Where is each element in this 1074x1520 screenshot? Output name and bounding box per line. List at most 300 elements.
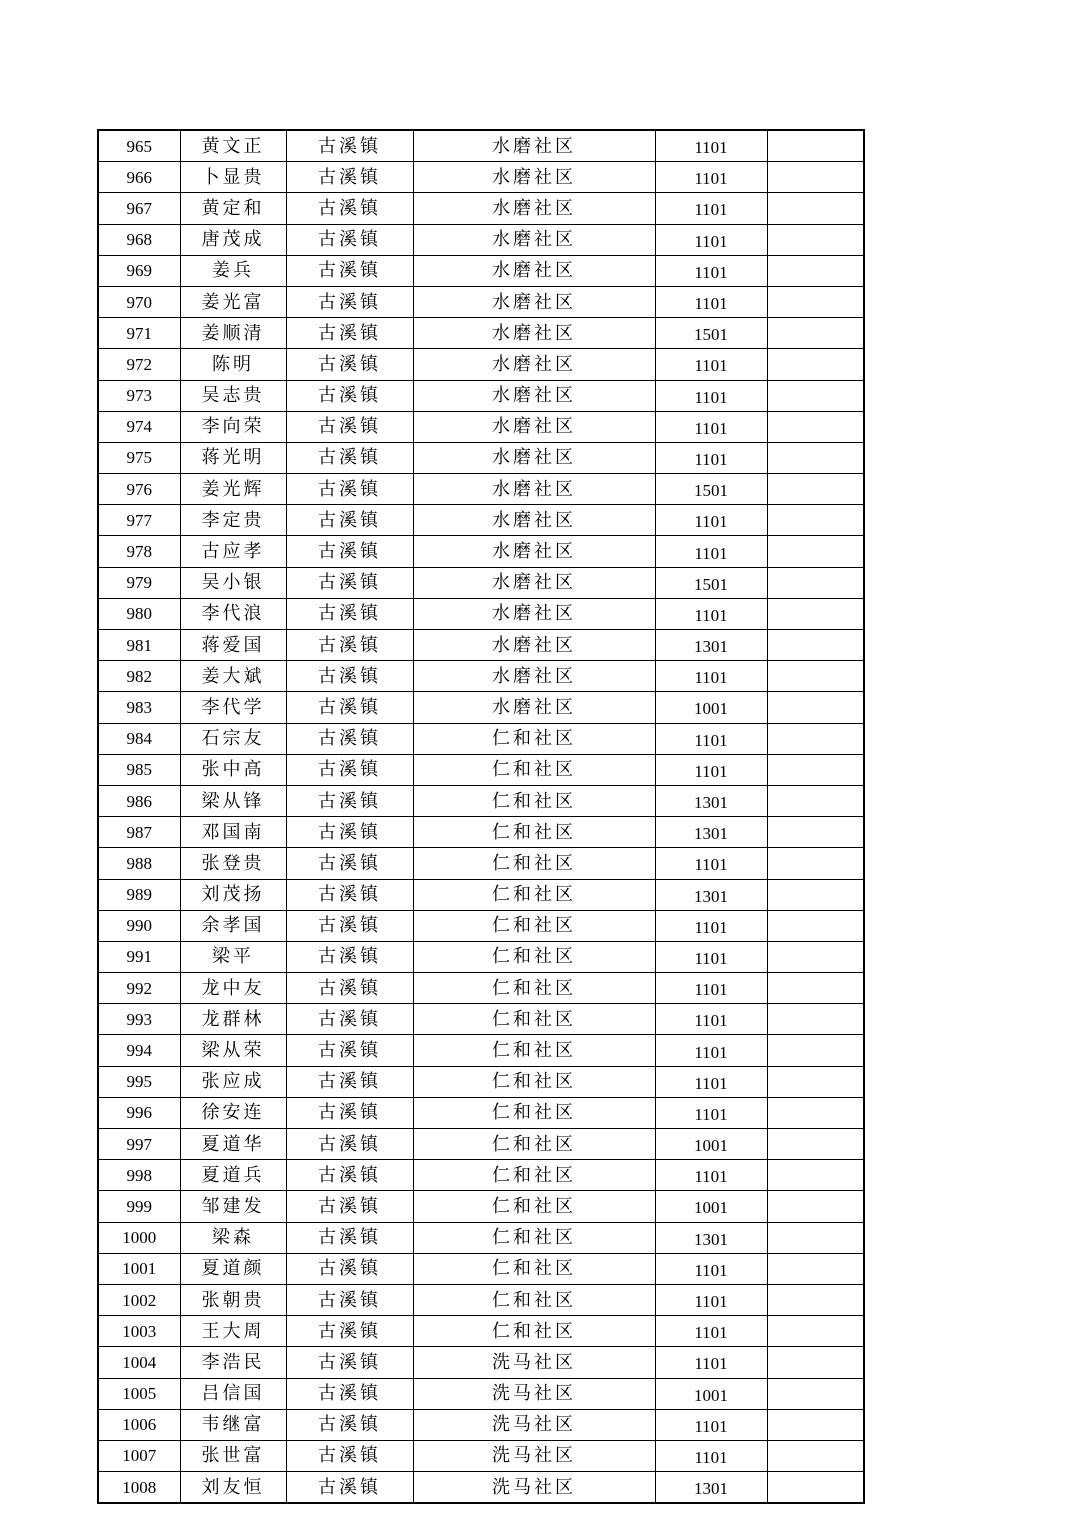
cell-community: 水磨社区 [413,505,655,536]
table-row [98,505,864,536]
cell-community: 水磨社区 [413,692,655,723]
cell-row-number: 996 [98,1097,180,1128]
cell-row-number: 978 [98,536,180,567]
cell-row-number: 973 [98,380,180,411]
cell-community: 仁和社区 [413,1035,655,1066]
cell-person-name: 姜光富 [180,286,286,317]
cell-person-name: 邹建发 [180,1191,286,1222]
cell-code: 1101 [655,286,767,317]
cell-person-name: 蒋光明 [180,442,286,473]
cell-person-name: 韦继富 [180,1409,286,1440]
cell-town: 古溪镇 [286,1378,413,1409]
cell-town: 古溪镇 [286,661,413,692]
cell-person-name: 姜光辉 [180,474,286,505]
cell-code: 1101 [655,1440,767,1471]
cell-person-name: 黄文正 [180,130,286,162]
cell-remark [767,848,864,879]
cell-row-number: 991 [98,941,180,972]
cell-town: 古溪镇 [286,1316,413,1347]
cell-code: 1101 [655,130,767,162]
table-row [98,661,864,692]
cell-town: 古溪镇 [286,255,413,286]
table-row [98,973,864,1004]
cell-row-number: 997 [98,1129,180,1160]
cell-remark [767,1004,864,1035]
cell-remark [767,474,864,505]
cell-remark [767,973,864,1004]
cell-row-number: 977 [98,505,180,536]
cell-remark [767,318,864,349]
cell-code: 1101 [655,1284,767,1315]
cell-town: 古溪镇 [286,193,413,224]
cell-code: 1101 [655,349,767,380]
cell-town: 古溪镇 [286,1347,413,1378]
cell-remark [767,1409,864,1440]
table-row [98,1284,864,1315]
table-row [98,1253,864,1284]
cell-town: 古溪镇 [286,1160,413,1191]
cell-remark [767,817,864,848]
cell-community: 水磨社区 [413,224,655,255]
cell-person-name: 姜顺清 [180,318,286,349]
cell-row-number: 975 [98,442,180,473]
cell-remark [767,1378,864,1409]
cell-code: 1101 [655,941,767,972]
cell-town: 古溪镇 [286,380,413,411]
cell-code: 1501 [655,474,767,505]
cell-remark [767,879,864,910]
cell-code: 1101 [655,1160,767,1191]
cell-row-number: 989 [98,879,180,910]
cell-row-number: 1005 [98,1378,180,1409]
cell-remark [767,1129,864,1160]
cell-code: 1101 [655,973,767,1004]
cell-row-number: 990 [98,910,180,941]
cell-row-number: 988 [98,848,180,879]
cell-row-number: 987 [98,817,180,848]
cell-row-number: 967 [98,193,180,224]
cell-code: 1301 [655,879,767,910]
table-row [98,630,864,661]
cell-row-number: 972 [98,349,180,380]
cell-town: 古溪镇 [286,349,413,380]
cell-row-number: 981 [98,630,180,661]
cell-code: 1301 [655,1222,767,1253]
cell-person-name: 余孝国 [180,910,286,941]
cell-person-name: 吕信国 [180,1378,286,1409]
cell-person-name: 陈明 [180,349,286,380]
cell-community: 水磨社区 [413,255,655,286]
cell-town: 古溪镇 [286,505,413,536]
cell-town: 古溪镇 [286,474,413,505]
cell-person-name: 邓国南 [180,817,286,848]
cell-code: 1101 [655,1409,767,1440]
cell-code: 1001 [655,1129,767,1160]
cell-row-number: 1006 [98,1409,180,1440]
cell-person-name: 夏道颜 [180,1253,286,1284]
cell-town: 古溪镇 [286,1253,413,1284]
cell-row-number: 1002 [98,1284,180,1315]
cell-person-name: 刘友恒 [180,1472,286,1504]
cell-code: 1101 [655,1316,767,1347]
cell-town: 古溪镇 [286,162,413,193]
cell-remark [767,193,864,224]
cell-remark [767,1472,864,1504]
cell-town: 古溪镇 [286,848,413,879]
cell-community: 仁和社区 [413,754,655,785]
cell-row-number: 983 [98,692,180,723]
cell-town: 古溪镇 [286,411,413,442]
cell-remark [767,380,864,411]
cell-person-name: 姜兵 [180,255,286,286]
cell-community: 洗马社区 [413,1472,655,1504]
cell-person-name: 李代浪 [180,598,286,629]
cell-community: 水磨社区 [413,380,655,411]
cell-person-name: 吴志贵 [180,380,286,411]
table-row [98,1066,864,1097]
cell-community: 仁和社区 [413,785,655,816]
cell-remark [767,661,864,692]
cell-town: 古溪镇 [286,1004,413,1035]
cell-town: 古溪镇 [286,1284,413,1315]
cell-person-name: 夏道兵 [180,1160,286,1191]
roster-table [97,129,865,1504]
cell-code: 1101 [655,255,767,286]
table-row [98,1160,864,1191]
cell-row-number: 980 [98,598,180,629]
cell-remark [767,411,864,442]
cell-community: 水磨社区 [413,630,655,661]
cell-person-name: 石宗友 [180,723,286,754]
table-row [98,1378,864,1409]
cell-remark [767,785,864,816]
cell-person-name: 李定贵 [180,505,286,536]
cell-town: 古溪镇 [286,973,413,1004]
cell-person-name: 梁从锋 [180,785,286,816]
cell-row-number: 986 [98,785,180,816]
table-row [98,879,864,910]
cell-town: 古溪镇 [286,1035,413,1066]
cell-code: 1101 [655,380,767,411]
cell-code: 1101 [655,193,767,224]
cell-community: 仁和社区 [413,973,655,1004]
table-row [98,349,864,380]
table-row [98,598,864,629]
cell-community: 水磨社区 [413,130,655,162]
cell-row-number: 982 [98,661,180,692]
cell-community: 水磨社区 [413,193,655,224]
table-row [98,754,864,785]
cell-community: 水磨社区 [413,661,655,692]
cell-remark [767,224,864,255]
cell-town: 古溪镇 [286,692,413,723]
cell-person-name: 刘茂扬 [180,879,286,910]
cell-row-number: 1007 [98,1440,180,1471]
cell-remark [767,1160,864,1191]
table-row [98,723,864,754]
cell-person-name: 龙群林 [180,1004,286,1035]
cell-row-number: 976 [98,474,180,505]
cell-remark [767,536,864,567]
cell-code: 1101 [655,1097,767,1128]
cell-person-name: 夏道华 [180,1129,286,1160]
cell-person-name: 唐茂成 [180,224,286,255]
cell-remark [767,1035,864,1066]
table-row [98,817,864,848]
table-row [98,785,864,816]
cell-code: 1501 [655,318,767,349]
cell-community: 水磨社区 [413,318,655,349]
cell-community: 仁和社区 [413,1129,655,1160]
table-row [98,692,864,723]
cell-row-number: 1004 [98,1347,180,1378]
cell-row-number: 998 [98,1160,180,1191]
cell-code: 1101 [655,1066,767,1097]
cell-town: 古溪镇 [286,754,413,785]
cell-community: 仁和社区 [413,1253,655,1284]
cell-town: 古溪镇 [286,910,413,941]
cell-community: 水磨社区 [413,162,655,193]
cell-community: 水磨社区 [413,536,655,567]
cell-person-name: 梁森 [180,1222,286,1253]
cell-town: 古溪镇 [286,130,413,162]
cell-remark [767,1253,864,1284]
cell-row-number: 966 [98,162,180,193]
cell-row-number: 974 [98,411,180,442]
cell-code: 1101 [655,442,767,473]
cell-community: 洗马社区 [413,1409,655,1440]
cell-town: 古溪镇 [286,1409,413,1440]
cell-community: 仁和社区 [413,941,655,972]
cell-community: 仁和社区 [413,1097,655,1128]
cell-community: 仁和社区 [413,817,655,848]
cell-row-number: 994 [98,1035,180,1066]
cell-town: 古溪镇 [286,224,413,255]
table-row [98,411,864,442]
cell-town: 古溪镇 [286,1191,413,1222]
cell-code: 1101 [655,224,767,255]
cell-remark [767,1284,864,1315]
cell-town: 古溪镇 [286,785,413,816]
cell-town: 古溪镇 [286,1222,413,1253]
cell-community: 水磨社区 [413,349,655,380]
cell-community: 水磨社区 [413,411,655,442]
cell-town: 古溪镇 [286,1129,413,1160]
cell-community: 仁和社区 [413,1222,655,1253]
cell-row-number: 1001 [98,1253,180,1284]
cell-person-name: 张世富 [180,1440,286,1471]
cell-code: 1101 [655,848,767,879]
table-row [98,1035,864,1066]
cell-remark [767,286,864,317]
cell-remark [767,505,864,536]
cell-town: 古溪镇 [286,567,413,598]
cell-town: 古溪镇 [286,1472,413,1504]
cell-code: 1001 [655,1191,767,1222]
cell-row-number: 1000 [98,1222,180,1253]
cell-town: 古溪镇 [286,817,413,848]
table-row [98,910,864,941]
table-row [98,536,864,567]
cell-remark [767,692,864,723]
cell-person-name: 蒋爱国 [180,630,286,661]
table-row [98,1129,864,1160]
table-row [98,1316,864,1347]
cell-code: 1301 [655,1472,767,1504]
cell-town: 古溪镇 [286,536,413,567]
cell-remark [767,1316,864,1347]
table-row [98,255,864,286]
cell-code: 1101 [655,754,767,785]
cell-code: 1301 [655,630,767,661]
cell-code: 1301 [655,785,767,816]
cell-person-name: 黄定和 [180,193,286,224]
cell-code: 1101 [655,661,767,692]
cell-town: 古溪镇 [286,630,413,661]
cell-community: 洗马社区 [413,1378,655,1409]
cell-remark [767,630,864,661]
table-row [98,130,864,162]
cell-remark [767,1222,864,1253]
cell-code: 1501 [655,567,767,598]
table-row [98,286,864,317]
table-row [98,1347,864,1378]
cell-community: 水磨社区 [413,567,655,598]
cell-remark [767,349,864,380]
cell-community: 仁和社区 [413,1160,655,1191]
cell-community: 仁和社区 [413,1316,655,1347]
cell-person-name: 李向荣 [180,411,286,442]
cell-person-name: 徐安连 [180,1097,286,1128]
cell-remark [767,442,864,473]
cell-community: 洗马社区 [413,1347,655,1378]
cell-person-name: 李浩民 [180,1347,286,1378]
cell-person-name: 张中高 [180,754,286,785]
table-row [98,318,864,349]
cell-person-name: 姜大斌 [180,661,286,692]
table-row [98,442,864,473]
cell-remark [767,598,864,629]
cell-row-number: 965 [98,130,180,162]
cell-person-name: 卜显贵 [180,162,286,193]
cell-person-name: 吴小银 [180,567,286,598]
cell-remark [767,941,864,972]
cell-person-name: 梁从荣 [180,1035,286,1066]
cell-remark [767,567,864,598]
cell-town: 古溪镇 [286,879,413,910]
cell-town: 古溪镇 [286,1440,413,1471]
table-row [98,941,864,972]
cell-row-number: 1003 [98,1316,180,1347]
cell-town: 古溪镇 [286,1066,413,1097]
cell-remark [767,130,864,162]
table-row [98,162,864,193]
table-row [98,848,864,879]
cell-town: 古溪镇 [286,598,413,629]
cell-code: 1101 [655,505,767,536]
cell-community: 水磨社区 [413,598,655,629]
cell-row-number: 995 [98,1066,180,1097]
table-row [98,1472,864,1504]
cell-community: 仁和社区 [413,723,655,754]
cell-row-number: 992 [98,973,180,1004]
cell-community: 仁和社区 [413,1284,655,1315]
cell-community: 水磨社区 [413,442,655,473]
cell-code: 1001 [655,1378,767,1409]
cell-row-number: 1008 [98,1472,180,1504]
cell-code: 1301 [655,817,767,848]
cell-community: 仁和社区 [413,910,655,941]
cell-person-name: 王大周 [180,1316,286,1347]
cell-code: 1101 [655,1347,767,1378]
cell-community: 水磨社区 [413,286,655,317]
cell-remark [767,162,864,193]
cell-row-number: 984 [98,723,180,754]
cell-person-name: 龙中友 [180,973,286,1004]
cell-person-name: 李代学 [180,692,286,723]
cell-code: 1101 [655,910,767,941]
table-row [98,1409,864,1440]
cell-town: 古溪镇 [286,723,413,754]
cell-row-number: 968 [98,224,180,255]
cell-remark [767,1347,864,1378]
cell-town: 古溪镇 [286,1097,413,1128]
cell-remark [767,1191,864,1222]
table-row [98,1222,864,1253]
cell-community: 仁和社区 [413,848,655,879]
cell-town: 古溪镇 [286,941,413,972]
cell-code: 1101 [655,1035,767,1066]
cell-code: 1101 [655,1004,767,1035]
table-row [98,567,864,598]
cell-remark [767,1097,864,1128]
cell-code: 1101 [655,411,767,442]
table-row [98,474,864,505]
cell-remark [767,723,864,754]
cell-community: 仁和社区 [413,1066,655,1097]
cell-code: 1101 [655,1253,767,1284]
roster-table-body [98,130,864,1503]
cell-remark [767,754,864,785]
cell-remark [767,910,864,941]
cell-row-number: 985 [98,754,180,785]
cell-row-number: 979 [98,567,180,598]
cell-person-name: 张应成 [180,1066,286,1097]
cell-town: 古溪镇 [286,442,413,473]
cell-community: 洗马社区 [413,1440,655,1471]
cell-community: 仁和社区 [413,879,655,910]
cell-community: 水磨社区 [413,474,655,505]
cell-row-number: 971 [98,318,180,349]
cell-row-number: 970 [98,286,180,317]
cell-code: 1001 [655,692,767,723]
cell-remark [767,1440,864,1471]
table-row [98,1191,864,1222]
cell-community: 仁和社区 [413,1004,655,1035]
cell-row-number: 993 [98,1004,180,1035]
table-row [98,1097,864,1128]
cell-row-number: 969 [98,255,180,286]
cell-person-name: 张登贵 [180,848,286,879]
cell-code: 1101 [655,162,767,193]
cell-town: 古溪镇 [286,286,413,317]
cell-community: 仁和社区 [413,1191,655,1222]
cell-code: 1101 [655,723,767,754]
cell-row-number: 999 [98,1191,180,1222]
table-row [98,224,864,255]
table-row [98,193,864,224]
cell-code: 1101 [655,598,767,629]
